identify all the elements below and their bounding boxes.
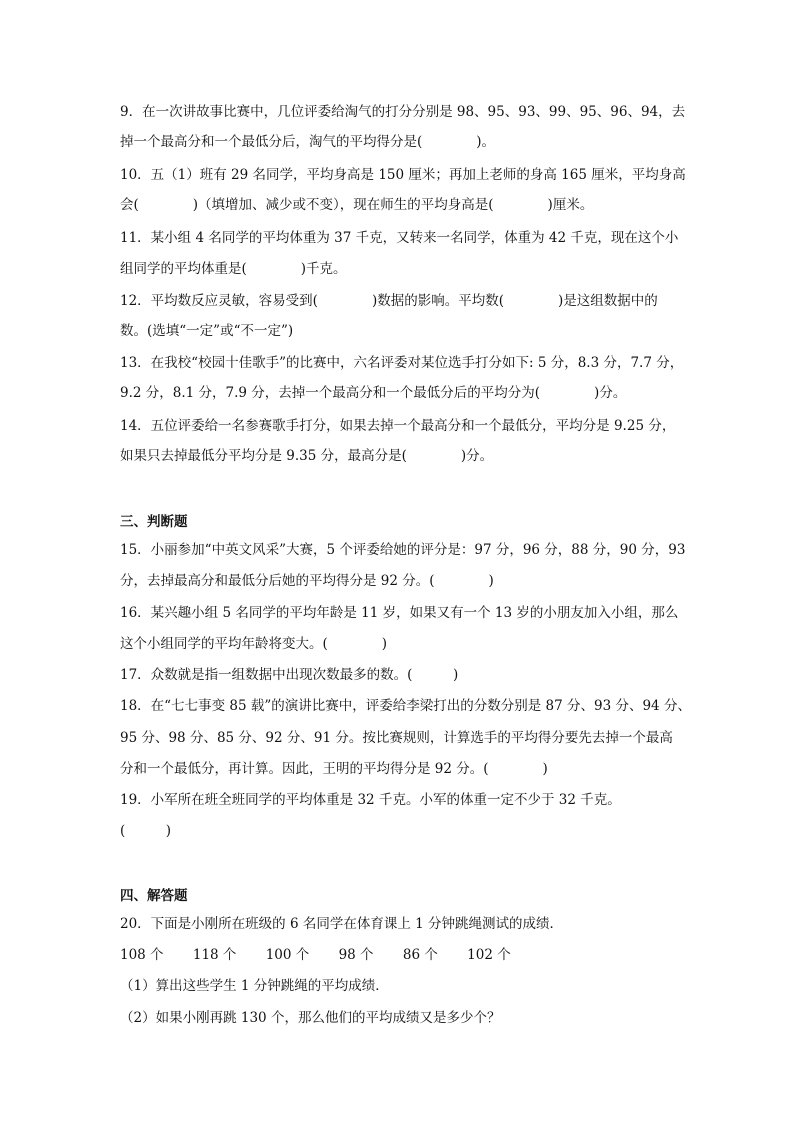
question-15-line-2: 分，去掉最高分和最低分后她的平均得分是 92 分。( ) — [120, 573, 494, 589]
question-11-line-1: 11．某小组 4 名同学的平均体重为 37 千克，又转来一名同学，体重为 42 千克，现在这个小 — [120, 230, 679, 246]
question-20-sub-2: （2）如果小刚再跳 130 个，那么他们的平均成绩又是多少个？ — [120, 1010, 501, 1026]
question-20-sub-1: （1）算出这些学生 1 分钟跳绳的平均成绩． — [120, 978, 389, 994]
question-20-scores — [120, 946, 536, 964]
score-item: 86 个 — [402, 947, 438, 963]
question-10-line-1: 10．五（1）班有 29 名同学，平均身高是 150 厘米；再加上老师的身高 165 厘米，平均身高 — [120, 167, 686, 183]
question-16-line-1: 16．某兴趣小组 5 名同学的平均年龄是 11 岁，如果又有一个 13 岁的小朋友加入小组，那么 — [120, 605, 679, 621]
question-15-line-1: 15．小丽参加“中英文风采”大赛，5 个评委给她的评分是：97 分，96 分，88 分，90 分，93 — [120, 542, 686, 558]
score-item: 98 个 — [338, 947, 374, 963]
question-19-line-2: ( ) — [120, 823, 172, 839]
question-17-line-1: 17．众数就是指一组数据中出现次数最多的数。( ) — [120, 667, 459, 683]
section-heading-solve: 四、解答题 — [120, 888, 188, 904]
question-16-line-2: 这个小组同学的平均年龄将变大。( ) — [120, 636, 388, 652]
score-item: 102 个 — [467, 947, 511, 963]
question-12-line-2: 数。(选填“一定”或“不一定”) — [120, 323, 294, 339]
question-20-line-1: 20．下面是小刚所在班级的 6 名同学在体育课上 1 分钟跳绳测试的成绩． — [120, 916, 564, 932]
score-item: 108 个 — [120, 947, 164, 963]
question-13-line-1: 13．在我校“校园十佳歌手”的比赛中，六名评委对某位选手打分如下: 5 分，8.3 分，7.7 分， — [120, 355, 684, 371]
question-10-line-2: 会( )（填增加、减少或不变），现在师生的平均身高是( )厘米。 — [120, 197, 594, 213]
question-18-line-1: 18．在“七七事变 85 载”的演讲比赛中，评委给李梁打出的分数分别是 87 分、93 分、94 分、 — [120, 698, 691, 714]
question-13-line-2: 9.2 分，8.1 分，7.9 分，去掉一个最高分和一个最低分后的平均分为( )分。 — [120, 385, 627, 401]
section-heading-judge: 三、判断题 — [120, 514, 188, 530]
question-18-line-3: 分和一个最低分，再计算。因此，王明的平均得分是 92 分。( ) — [120, 761, 548, 777]
question-18-line-2: 95 分、98 分、85 分、92 分、91 分。按比赛规则，计算选手的平均得分要先去掉一个最高 — [120, 730, 673, 746]
question-14-line-1: 14．五位评委给一名参赛歌手打分，如果去掉一个最高分和一个最低分，平均分是 9.25 分， — [120, 418, 676, 434]
question-14-line-2: 如果只去掉最低分平均分是 9.35 分，最高分是( )分。 — [120, 448, 494, 464]
question-11-line-2: 组同学的平均体重是( )千克。 — [120, 261, 347, 277]
score-item: 100 个 — [265, 947, 310, 963]
score-item: 118 个 — [192, 947, 237, 963]
question-9-line-1: 9．在一次讲故事比赛中，几位评委给淘气的打分分别是 98、95、93、99、95、96、94，去 — [120, 104, 686, 120]
question-9-line-2: 掉一个最高分和一个最低分后，淘气的平均得分是( )。 — [120, 134, 496, 150]
question-12-line-1: 12．平均数反应灵敏，容易受到( )数据的影响。平均数( )是这组数据中的 — [120, 293, 658, 309]
question-19-line-1: 19．小军所在班全班同学的平均体重是 32 千克。小军的体重一定不少于 32 千克。 — [120, 792, 621, 808]
